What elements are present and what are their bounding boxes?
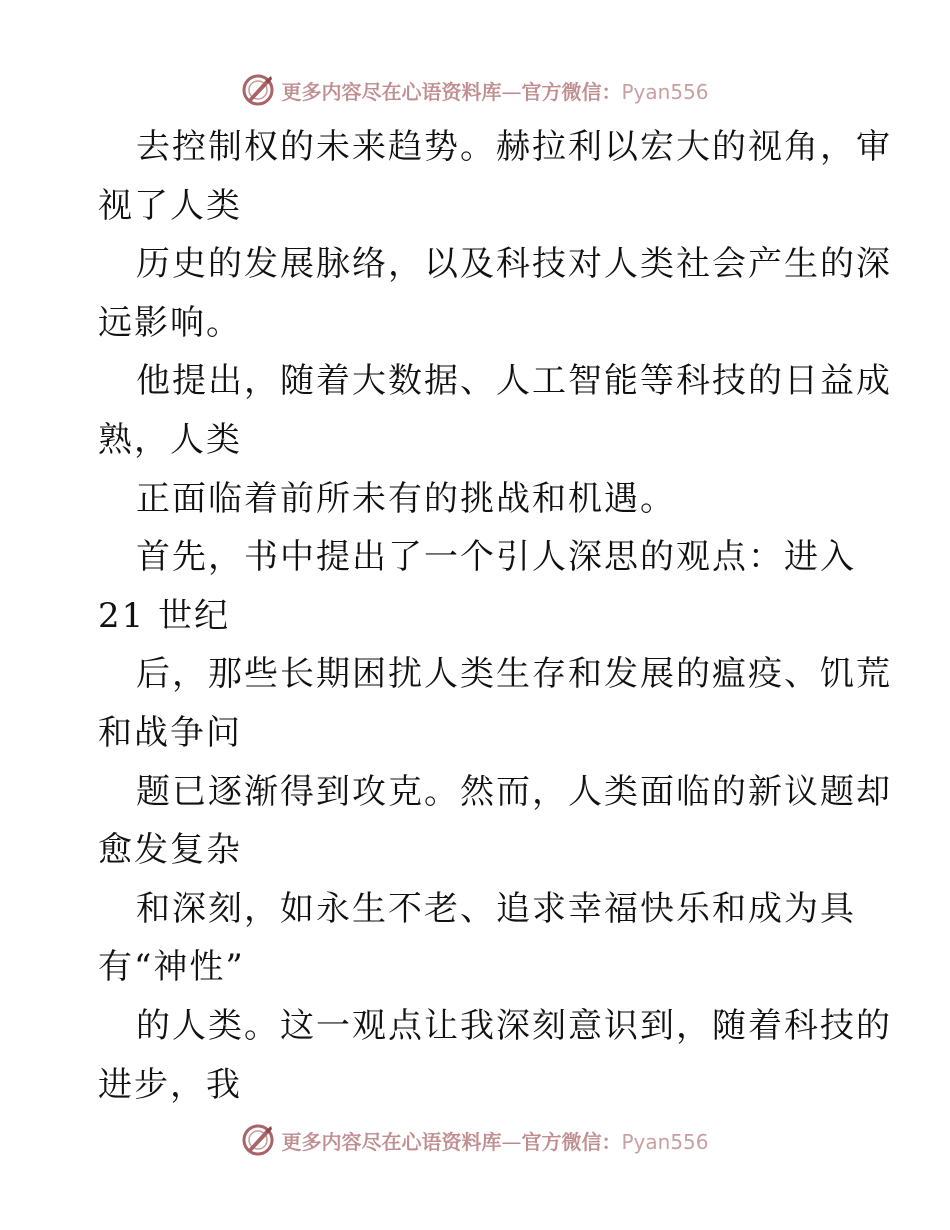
paragraph-line: 熟，人类 — [98, 419, 242, 460]
watermark-site: 更多内容尽在心语资料库 — [281, 1129, 502, 1154]
watermark-wechat-label: 官方微信： — [521, 79, 622, 104]
watermark-site: 更多内容尽在心语资料库 — [281, 79, 502, 104]
paragraph-line: 远影响。 — [98, 302, 242, 343]
paragraph-line: 和深刻，如永生不老、追求幸福快乐和成为具 — [136, 888, 856, 929]
paragraph-line: 进步，我 — [98, 1064, 242, 1105]
watermark-text — [281, 76, 708, 105]
document-body — [98, 118, 892, 1114]
paragraph-line: 视了人类 — [98, 185, 242, 226]
watermark-wechat-id: Pyan556 — [621, 1129, 709, 1154]
footer-watermark — [0, 1120, 950, 1160]
watermark-separator: — — [501, 1129, 522, 1154]
paragraph-line: 正面临着前所未有的挑战和机遇。 — [136, 478, 676, 519]
watermark-separator: — — [501, 79, 522, 104]
quill-pen-circle-icon — [241, 1123, 275, 1157]
paragraph-line: 的人类。这一观点让我深刻意识到，随着科技的 — [136, 1005, 892, 1046]
watermark-wechat-id: Pyan556 — [621, 79, 709, 104]
watermark-wechat-label: 官方微信： — [521, 1129, 622, 1154]
paragraph-line: 愈发复杂 — [98, 830, 242, 871]
paragraph-line: 后，那些长期困扰人类生存和发展的瘟疫、饥荒 — [136, 654, 892, 695]
paragraph-line: 有“神性” — [98, 947, 245, 988]
paragraph-line: 他提出，随着大数据、人工智能等科技的日益成 — [136, 361, 892, 402]
paragraph-line: 21 世纪 — [98, 595, 231, 636]
quill-pen-circle-icon — [241, 73, 275, 107]
paragraph-line: 和战争问 — [98, 712, 242, 753]
paragraph-line: 去控制权的未来趋势。赫拉利以宏大的视角，审 — [136, 127, 892, 167]
header-watermark — [0, 70, 950, 110]
paragraph-line: 首先，书中提出了一个引人深思的观点：进入 — [136, 537, 856, 578]
watermark-text — [281, 1126, 708, 1155]
paragraph-line: 题已逐渐得到攻克。然而，人类面临的新议题却 — [136, 771, 892, 812]
paragraph-line: 历史的发展脉络，以及科技对人类社会产生的深 — [136, 244, 892, 285]
